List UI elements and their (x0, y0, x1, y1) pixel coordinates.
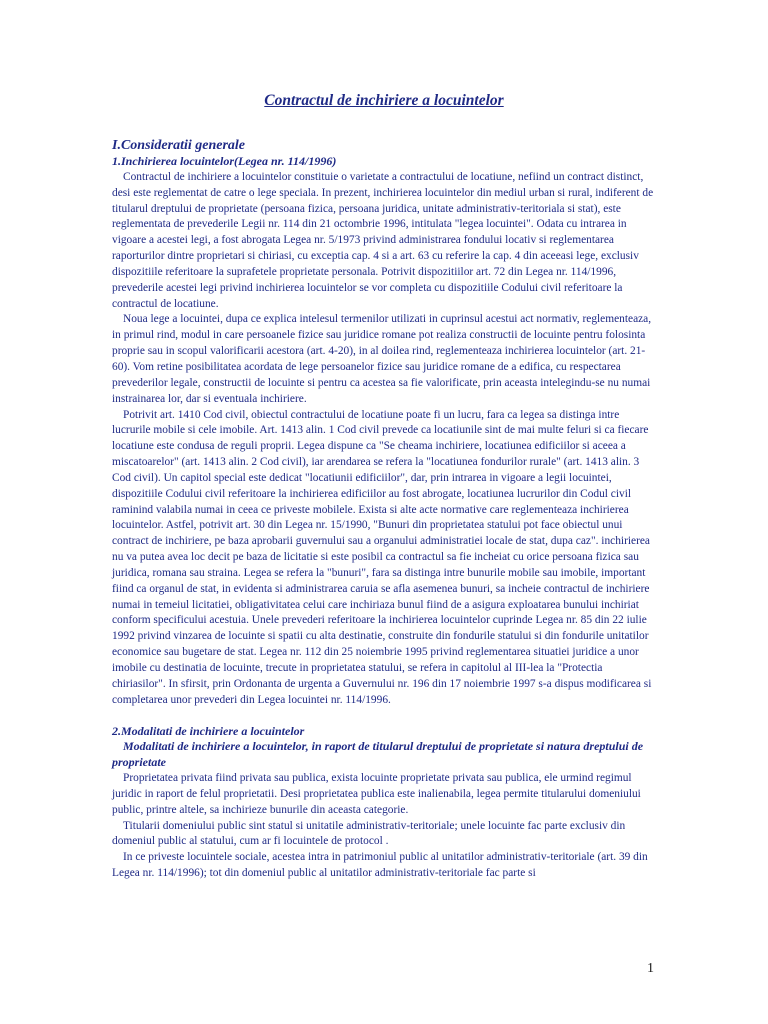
paragraph: Proprietatea privata fiind privata sau publica, exista locuinte proprietate privata sau publica, ele urmind regimul juridic in raport de felul proprietatii. Desi proprietatea publica este inalienabila, legea permite titularului domeniului public, printre altele, sa inchirieze bunurile din aceasta categorie. (112, 772, 641, 816)
paragraph-spacer (112, 709, 657, 724)
document-body (112, 138, 657, 882)
paragraph: Titularii domeniului public sint statul si unitatile administrativ-teritoriale; unele locuinte fac parte exclusiv din domeniul public al statului, cum ar fi locuintele de protocol . (112, 819, 626, 848)
subsection-heading: Modalitati de inchiriere a locuintelor, in raport de titularul dreptului de proprietate si natura dreptului de proprietate (112, 739, 644, 770)
subsection-heading: 1.Inchirierea locuintelor(Legea nr. 114/1996) (112, 154, 337, 168)
paragraph: Contractul de inchiriere a locuintelor constituie o varietate a contractului de locatiune, nefiind un contract distinct, desi este reglementat de catre o lege speciala. In prezent, inchirierea locuintelor din mediul urban si rural, indiferent de titularul dreptului de proprietate (persoana fizica, persoana juridica, unitate administrativ-teritoriala si stat), este reglementata de prevederile Legii nr. 114 din 21 octombrie 1996, intitulata "legea locuintei". Odata cu intrarea in vigoare a acestei legi, a fost abrogata Legea nr. 5/1973 privind administrarea fondului locativ si reglementarea raporturilor dintre proprietari si chiriasi, cu exceptia cap. 4 si a art. 63 cu referire la cap. 4 din aceeasi lege, exclusiv dispozitiile referitoare la suprafetele proprietate personala. Potrivit dispozitiilor art. 72 din Legea nr. 114/1996, prevederile acestei legi privind inchirierea locuintelor se vor completa cu dispozitiile Codului civil referitoare la contractul de locatiune. (112, 170, 654, 310)
page-number: 1 (647, 961, 654, 976)
paragraph: In ce priveste locuintele sociale, acestea intra in patrimoniul public al unitatilor administrativ-teritoriale (art. 39 din Legea nr. 114/1996); tot din domeniul public al unitatilor administrativ-teritoriale fac parte si (112, 851, 648, 880)
paragraph: Noua lege a locuintei, dupa ce explica intelesul termenilor utilizati in cuprinsul acestui act normativ, reglementeaza, in primul rind, modul in care persoanele fizice sau juridice romane pot realiza constructii de locuinte pentru folosinta proprie sau in scopul valorificarii acestora (art. 4-20), in al doilea rind, reglementeaza inchirierea locuintelor (art. 21-60). Vom retine posibilitatea acordata de lege persoanelor fizice sau juridice romane de a edifica, cu respectarea prevederilor legale, constructii de locuinte si pentru ca acestea sa fie valorificate, prin aceasta intelegindu-se nu numai instrainarea lor, dar si eventuala inchiriere. (112, 313, 652, 405)
document-title: Contractul de inchiriere a locuintelor (264, 92, 504, 109)
section-heading: I.Consideratii generale (112, 138, 246, 153)
section-heading: 2.Modalitati de inchiriere a locuintelor (112, 723, 305, 738)
paragraph: Potrivit art. 1410 Cod civil, obiectul contractului de locatiune poate fi un lucru, fara ca legea sa distinga intre lucrurile mobile si cele imobile. Art. 1413 alin. 1 Cod civil prevede ca locatiunile sint de mai multe feluri si ca fiecare locatiune este condusa de reguli proprii. Legea dispune ca "Se cheama inchiriere, locatiunea edificiilor si aceea a miscatoarelor" (art. 1413 alin. 2 Cod civil), iar arendarea se refera la "locatiunea fondurilor rurale" (art. 1413 alin. 3 Cod civil). Un capitol special este dedicat "locatiunii edificiilor", dar, prin intrarea in vigoare a legii locuintei, dispozitiile Codului civil referitoare la inchirierea edificiilor au fost abrogate, locatiunea lucrurilor din Codul civil raminind valabila numai in ceea ce priveste mobilele. Exista si alte acte normative care reglementeaza inchirierea locuintelor. Astfel, potrivit art. 30 din Legea nr. 15/1990, "Bunuri din proprietatea statului pot face obiectul unui contract de inchiriere, pe baza aprobarii guvernului sau a organului administratiei locale de stat, dupa caz". inchirierea nu va putea avea loc decit pe baza de licitatie si este posibil ca contractul sa fie incheiat cu orice persoana fizica sau juridica, romana sau straina. Legea se refera la "bunuri", fara sa distinga intre bunurile mobile sau imobile, important fiind ca organul de stat, in evidenta si administrarea caruia se afla asemenea bunuri, sa incheie contractul de inchiriere numai in temeiul licitatiei, obligativitatea celui care inchiriaza bunul fiind de a asigura exploatarea bunului inchiriat conform specificului acestuia. Unele prevederi referitoare la inchirierea locuintelor cuprinde Legea nr. 85 din 22 iulie 1992 privind vinzarea de locuinte si spatii cu alta destinatie, construite din fondurile statului si din fondurile unitatilor economice sau bugetare de stat. Legea nr. 112 din 25 noiembrie 1995 privind reglementarea situatiei juridice a unor imobile cu destinatia de locuinte, trecute in proprietatea statului, se refera in capitolul al III-lea la "Protectia chiriasilor". In sfirsit, prin Ordonanta de urgenta a Guvernului nr. 196 din 17 noiembrie 1997 s-a dispus modificarea si completarea unor prevederi din Legea locuintei nr. 114/1996. (112, 408, 652, 706)
